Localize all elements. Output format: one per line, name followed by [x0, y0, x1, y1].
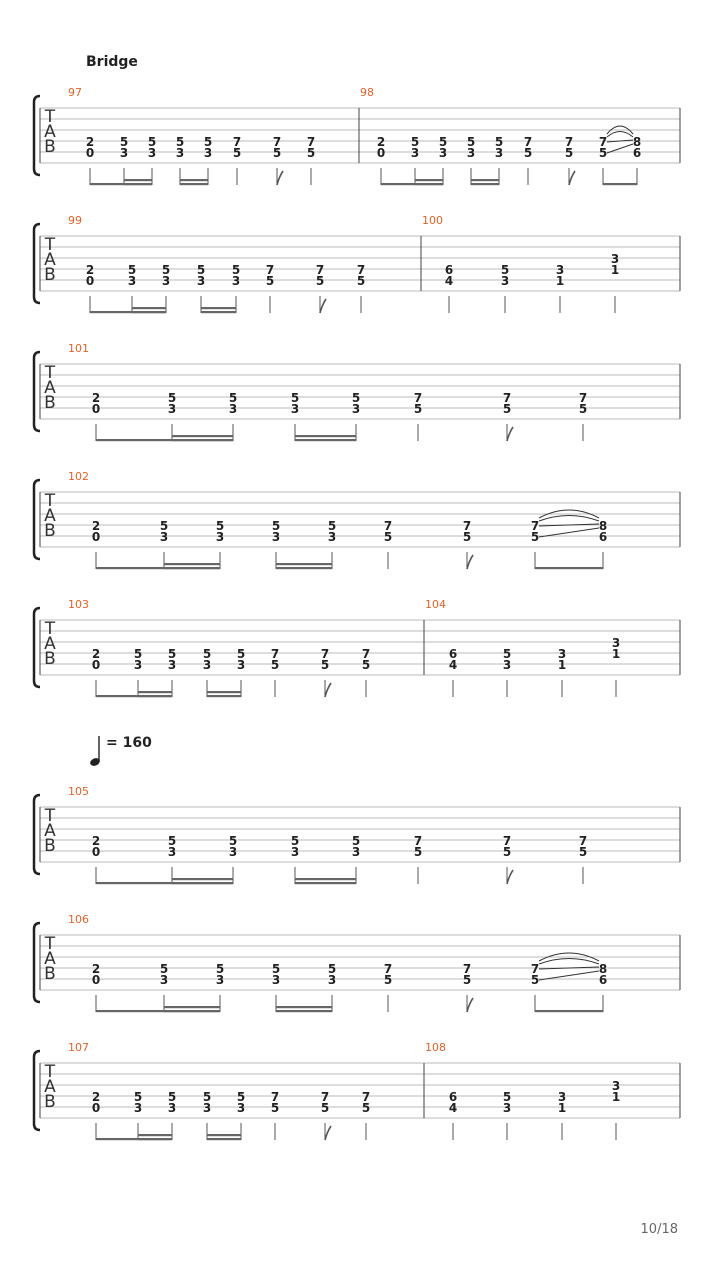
beam-sixteenth [295, 439, 356, 441]
tab-clef-letter: A [44, 821, 56, 841]
tab-clef-letter: B [44, 836, 56, 856]
fret-number: 3 [167, 1101, 177, 1115]
fret-number: 3 [119, 146, 129, 160]
tab-clef-letter: A [44, 250, 56, 270]
fret-number: 5 [133, 647, 143, 661]
fret-number: 5 [320, 1101, 330, 1115]
fret-number: 3 [175, 146, 185, 160]
fret-number: 5 [523, 146, 533, 160]
eighth-flag [467, 998, 473, 1012]
beam-sixteenth [207, 691, 241, 693]
fret-number: 1 [611, 1090, 621, 1104]
tab-clef-letter: B [44, 964, 56, 984]
fret-number: 3 [147, 146, 157, 160]
fret-number: 5 [215, 962, 225, 976]
tab-clef-letter: B [44, 137, 56, 157]
fret-number: 5 [147, 135, 157, 149]
fret-number: 7 [356, 263, 366, 277]
system-bracket [34, 923, 40, 1002]
system-bracket [34, 1051, 40, 1130]
fret-number: 5 [383, 530, 393, 544]
fret-number: 7 [315, 263, 325, 277]
fret-number: 7 [530, 519, 540, 533]
fret-number: 3 [502, 1101, 512, 1115]
fret-number: 5 [202, 1090, 212, 1104]
fret-number: 3 [557, 647, 567, 661]
eighth-flag [507, 870, 513, 884]
fret-number: 5 [271, 962, 281, 976]
measure-number: 106 [68, 913, 89, 926]
fret-number: 5 [413, 402, 423, 416]
beam-sixteenth [276, 1006, 332, 1008]
fret-number: 5 [290, 834, 300, 848]
tab-clef-letter: T [44, 806, 56, 826]
tab-clef-letter: B [44, 649, 56, 669]
beam-sixteenth [124, 183, 152, 185]
tab-clef-letter: T [44, 491, 56, 511]
fret-number: 1 [557, 658, 567, 672]
beam-sixteenth [180, 179, 208, 181]
fret-number: 5 [466, 135, 476, 149]
tempo-value: = 160 [106, 735, 152, 751]
fret-number: 0 [91, 402, 101, 416]
fret-number: 4 [444, 274, 454, 288]
tab-clef-letter: A [44, 378, 56, 398]
system-bracket [34, 608, 40, 687]
fret-number: 7 [462, 519, 472, 533]
fret-number: 5 [438, 135, 448, 149]
fret-number: 5 [196, 263, 206, 277]
fret-number: 3 [327, 530, 337, 544]
tempo-marking [86, 733, 206, 769]
fret-number: 1 [555, 274, 565, 288]
fret-number: 3 [271, 530, 281, 544]
beam-sixteenth [164, 1010, 220, 1012]
fret-number: 3 [351, 845, 361, 859]
fret-number: 2 [91, 519, 101, 533]
fret-number: 0 [91, 658, 101, 672]
fret-number: 3 [167, 845, 177, 859]
fret-number: 3 [290, 845, 300, 859]
beam-sixteenth [138, 1134, 172, 1136]
fret-number: 7 [265, 263, 275, 277]
fret-number: 3 [203, 146, 213, 160]
fret-number: 5 [203, 135, 213, 149]
beam-sixteenth [201, 307, 236, 309]
slur-arc [607, 132, 633, 138]
fret-number: 5 [167, 391, 177, 405]
fret-number: 3 [611, 636, 621, 650]
fret-number: 5 [351, 834, 361, 848]
tab-clef-letter: A [44, 122, 56, 142]
fret-number: 5 [361, 1101, 371, 1115]
fret-number: 3 [228, 402, 238, 416]
page-number: 10/18 [640, 1222, 678, 1237]
fret-number: 6 [444, 263, 454, 277]
system-bracket [34, 96, 40, 175]
fret-number: 1 [557, 1101, 567, 1115]
beam-sixteenth [172, 882, 233, 884]
fret-number: 5 [530, 530, 540, 544]
fret-number: 3 [327, 973, 337, 987]
fret-number: 1 [610, 263, 620, 277]
fret-number: 2 [85, 263, 95, 277]
fret-number: 7 [272, 135, 282, 149]
fret-number: 5 [598, 146, 608, 160]
fret-number: 3 [231, 274, 241, 288]
fret-number: 5 [202, 647, 212, 661]
fret-number: 5 [215, 519, 225, 533]
tab-clef-letter: A [44, 1077, 56, 1097]
fret-number: 5 [530, 973, 540, 987]
section-label: Bridge [86, 54, 138, 70]
measure-number: 105 [68, 785, 89, 798]
quarter-note-icon [86, 733, 106, 769]
fret-number: 5 [327, 962, 337, 976]
fret-number: 5 [410, 135, 420, 149]
fret-number: 7 [530, 962, 540, 976]
fret-number: 5 [351, 391, 361, 405]
tab-clef-letter: B [44, 393, 56, 413]
eighth-flag [569, 171, 575, 185]
fret-number: 7 [598, 135, 608, 149]
fret-number: 7 [502, 391, 512, 405]
fret-number: 5 [462, 530, 472, 544]
beam-sixteenth [207, 1138, 241, 1140]
fret-number: 5 [236, 1090, 246, 1104]
fret-number: 5 [159, 962, 169, 976]
measure-number: 104 [425, 598, 446, 611]
eighth-flag [507, 427, 513, 441]
fret-number: 3 [610, 252, 620, 266]
fret-number: 3 [202, 1101, 212, 1115]
fret-number: 3 [215, 973, 225, 987]
beam-sixteenth [132, 311, 166, 313]
fret-number: 5 [494, 135, 504, 149]
fret-number: 3 [410, 146, 420, 160]
measure-number: 101 [68, 342, 89, 355]
measure-number: 99 [68, 214, 82, 227]
fret-number: 2 [376, 135, 386, 149]
fret-number: 5 [236, 647, 246, 661]
tab-clef-letter: B [44, 521, 56, 541]
fret-number: 3 [196, 274, 206, 288]
fret-number: 3 [500, 274, 510, 288]
tab-clef-letter: A [44, 949, 56, 969]
tab-clef-letter: T [44, 934, 56, 954]
fret-number: 3 [127, 274, 137, 288]
fret-number: 0 [91, 845, 101, 859]
tab-clef-letter: B [44, 265, 56, 285]
fret-number: 5 [320, 658, 330, 672]
beam-sixteenth [138, 691, 172, 693]
fret-number: 7 [361, 647, 371, 661]
tab-clef-letter: T [44, 1062, 56, 1082]
fret-number: 5 [167, 647, 177, 661]
fret-number: 3 [167, 658, 177, 672]
beam-sixteenth [295, 435, 356, 437]
fret-number: 6 [448, 647, 458, 661]
beam-sixteenth [471, 183, 499, 185]
eighth-flag [320, 299, 326, 313]
tab-clef-letter: T [44, 235, 56, 255]
fret-number: 5 [127, 263, 137, 277]
tab-clef-letter: A [44, 634, 56, 654]
eighth-flag [325, 683, 331, 697]
beam-sixteenth [295, 882, 356, 884]
fret-number: 1 [611, 647, 621, 661]
tab-clef-letter: T [44, 363, 56, 383]
fret-number: 5 [270, 1101, 280, 1115]
fret-number: 5 [272, 146, 282, 160]
fret-number: 0 [376, 146, 386, 160]
fret-number: 3 [202, 658, 212, 672]
fret-number: 3 [611, 1079, 621, 1093]
beam-sixteenth [207, 1134, 241, 1136]
fret-number: 3 [555, 263, 565, 277]
beam-eighth [535, 1010, 603, 1012]
fret-number: 5 [327, 519, 337, 533]
fret-number: 7 [523, 135, 533, 149]
fret-number: 5 [167, 1090, 177, 1104]
fret-number: 7 [232, 135, 242, 149]
fret-number: 2 [85, 135, 95, 149]
beam-sixteenth [132, 307, 166, 309]
fret-number: 3 [133, 658, 143, 672]
tab-clef-letter: A [44, 506, 56, 526]
fret-number: 5 [232, 146, 242, 160]
fret-number: 7 [383, 962, 393, 976]
fret-number: 3 [159, 973, 169, 987]
fret-number: 3 [133, 1101, 143, 1115]
fret-number: 2 [91, 647, 101, 661]
fret-number: 6 [598, 973, 608, 987]
fret-number: 3 [502, 658, 512, 672]
beam-sixteenth [201, 311, 236, 313]
beam-sixteenth [180, 183, 208, 185]
fret-number: 5 [159, 519, 169, 533]
fret-number: 5 [502, 845, 512, 859]
fret-number: 0 [85, 146, 95, 160]
fret-number: 3 [351, 402, 361, 416]
fret-number: 3 [236, 658, 246, 672]
fret-number: 5 [231, 263, 241, 277]
fret-number: 5 [133, 1090, 143, 1104]
beam-sixteenth [415, 183, 443, 185]
beam-eighth [535, 567, 603, 569]
fret-number: 8 [632, 135, 642, 149]
beam-sixteenth [276, 1010, 332, 1012]
eighth-flag [467, 555, 473, 569]
fret-number: 5 [462, 973, 472, 987]
fret-number: 3 [215, 530, 225, 544]
fret-number: 3 [290, 402, 300, 416]
slur-arc [539, 959, 599, 965]
fret-number: 4 [448, 1101, 458, 1115]
fret-number: 7 [564, 135, 574, 149]
fret-number: 2 [91, 962, 101, 976]
fret-number: 7 [306, 135, 316, 149]
fret-number: 2 [91, 1090, 101, 1104]
fret-number: 5 [270, 658, 280, 672]
fret-number: 6 [632, 146, 642, 160]
fret-number: 5 [502, 402, 512, 416]
fret-number: 4 [448, 658, 458, 672]
measure-number: 107 [68, 1041, 89, 1054]
fret-number: 3 [557, 1090, 567, 1104]
fret-number: 3 [167, 402, 177, 416]
fret-number: 5 [361, 658, 371, 672]
system-bracket [34, 795, 40, 874]
beam-sixteenth [276, 567, 332, 569]
fret-number: 5 [167, 834, 177, 848]
beam-sixteenth [164, 567, 220, 569]
fret-number: 3 [466, 146, 476, 160]
fret-number: 5 [578, 402, 588, 416]
fret-number: 8 [598, 519, 608, 533]
fret-number: 3 [271, 973, 281, 987]
fret-number: 3 [228, 845, 238, 859]
beam-sixteenth [138, 695, 172, 697]
measure-number: 100 [422, 214, 443, 227]
fret-number: 7 [413, 391, 423, 405]
fret-number: 0 [91, 973, 101, 987]
fret-number: 3 [438, 146, 448, 160]
fret-number: 5 [578, 845, 588, 859]
beam-sixteenth [207, 695, 241, 697]
measure-number: 102 [68, 470, 89, 483]
fret-number: 5 [265, 274, 275, 288]
fret-number: 7 [383, 519, 393, 533]
fret-number: 5 [564, 146, 574, 160]
fret-number: 5 [119, 135, 129, 149]
fret-number: 7 [320, 1090, 330, 1104]
fret-number: 5 [228, 391, 238, 405]
measure-number: 103 [68, 598, 89, 611]
fret-number: 8 [598, 962, 608, 976]
fret-number: 5 [500, 263, 510, 277]
fret-number: 5 [271, 519, 281, 533]
system-bracket [34, 480, 40, 559]
fret-number: 5 [413, 845, 423, 859]
beam-sixteenth [124, 179, 152, 181]
eighth-flag [277, 171, 283, 185]
slur-arc [539, 516, 599, 522]
measure-number: 97 [68, 86, 82, 99]
beam-sixteenth [471, 179, 499, 181]
beam-sixteenth [415, 179, 443, 181]
eighth-flag [325, 1126, 331, 1140]
measure-number: 108 [425, 1041, 446, 1054]
tab-clef-letter: T [44, 107, 56, 127]
fret-number: 3 [236, 1101, 246, 1115]
fret-number: 3 [494, 146, 504, 160]
fret-number: 5 [175, 135, 185, 149]
fret-number: 5 [161, 263, 171, 277]
fret-number: 5 [502, 1090, 512, 1104]
fret-number: 5 [502, 647, 512, 661]
beam-sixteenth [172, 435, 233, 437]
fret-number: 7 [578, 834, 588, 848]
measure-number: 98 [360, 86, 374, 99]
fret-number: 5 [356, 274, 366, 288]
fret-number: 0 [91, 530, 101, 544]
beam-eighth [603, 183, 637, 185]
fret-number: 7 [320, 647, 330, 661]
fret-number: 7 [578, 391, 588, 405]
fret-number: 6 [448, 1090, 458, 1104]
beam-sixteenth [276, 563, 332, 565]
fret-number: 5 [290, 391, 300, 405]
beam-sixteenth [172, 878, 233, 880]
fret-number: 5 [306, 146, 316, 160]
fret-number: 2 [91, 391, 101, 405]
fret-number: 7 [361, 1090, 371, 1104]
fret-number: 5 [383, 973, 393, 987]
fret-number: 7 [270, 647, 280, 661]
fret-number: 7 [413, 834, 423, 848]
fret-number: 7 [270, 1090, 280, 1104]
beam-sixteenth [138, 1138, 172, 1140]
fret-number: 5 [315, 274, 325, 288]
fret-number: 0 [85, 274, 95, 288]
fret-number: 5 [228, 834, 238, 848]
beam-sixteenth [164, 563, 220, 565]
beam-sixteenth [295, 878, 356, 880]
fret-number: 0 [91, 1101, 101, 1115]
fret-number: 2 [91, 834, 101, 848]
system-bracket [34, 224, 40, 303]
system-bracket [34, 352, 40, 431]
fret-number: 3 [161, 274, 171, 288]
beam-sixteenth [164, 1006, 220, 1008]
tab-clef-letter: T [44, 619, 56, 639]
fret-number: 3 [159, 530, 169, 544]
fret-number: 7 [502, 834, 512, 848]
tab-clef-letter: B [44, 1092, 56, 1112]
fret-number: 6 [598, 530, 608, 544]
fret-number: 7 [462, 962, 472, 976]
beam-sixteenth [172, 439, 233, 441]
